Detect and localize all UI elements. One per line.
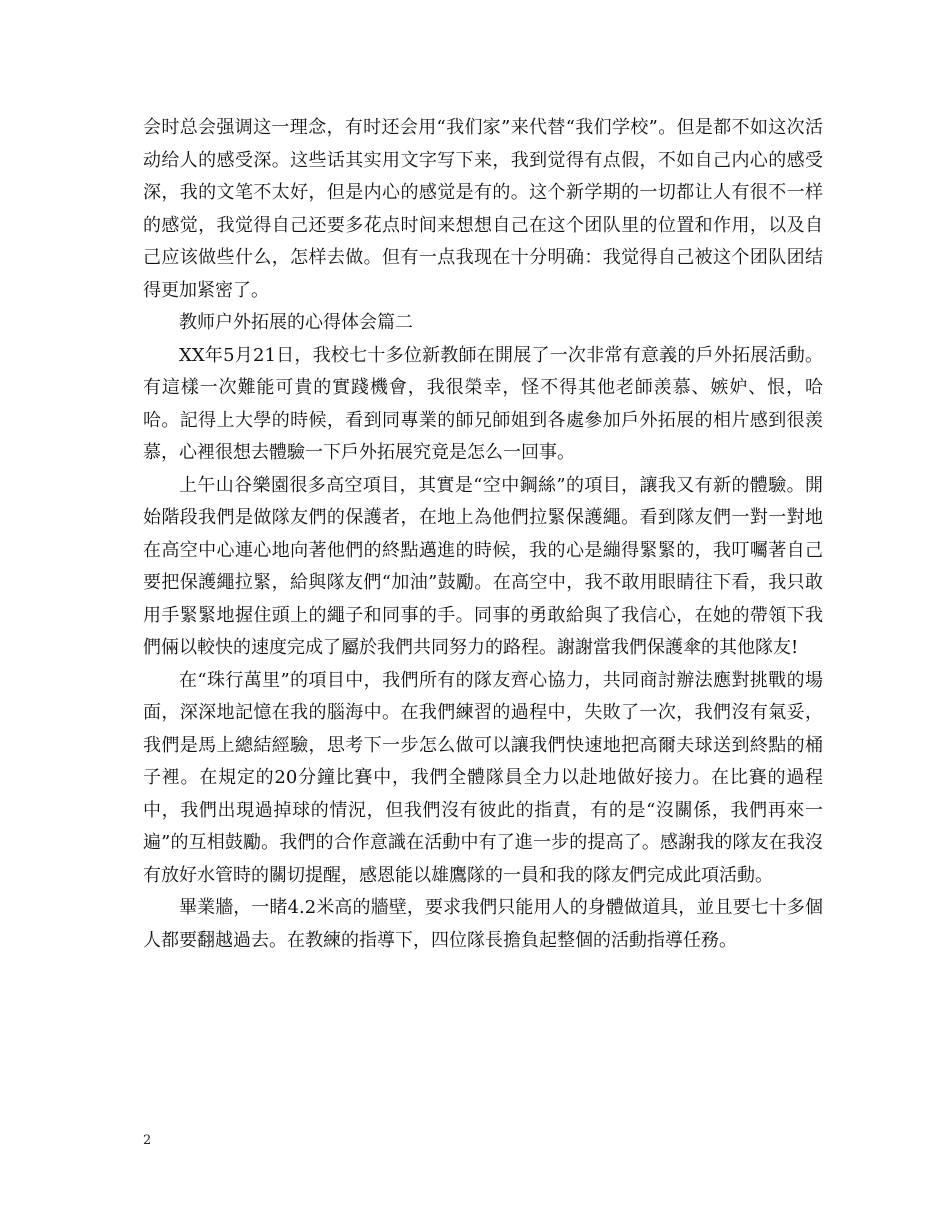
document-body xyxy=(143,112,823,957)
paragraph: 上午山谷樂園很多高空項目，其實是“空中鋼絲”的項目，讓我又有新的體驗。開始階段我們是做隊友們的保護者，在地上為他們拉緊保護繩。看到隊友們一對一對地在高空中心連心地向著他們的終點邁進的時候，我的心是繃得緊緊的，我叮囑著自己要把保護繩拉緊，給與隊友們“加油”鼓勵。在高空中，我不敢用眼睛往下看，我只敢用手緊緊地握住頭上的繩子和同事的手。同事的勇敢給與了我信心，在她的帶領下我們倆以較快的速度完成了屬於我們共同努力的路程。謝謝當我們保護傘的其他隊友! xyxy=(143,474,823,658)
page-number: 2 xyxy=(143,1133,152,1148)
paragraph: 在“珠行萬里”的項目中，我們所有的隊友齊心協力，共同商討辦法應對挑戰的場面，深深地記憶在我的腦海中。在我們練習的過程中，失敗了一次，我們沒有氣妥，我們是馬上總結經驗，思考下一步怎么做可以讓我們快速地把高爾夫球送到終點的桶子裡。在規定的20分鐘比賽中，我們全體隊員全力以赴地做好接力。在比賽的過程中，我們出現過掉球的情況，但我們沒有彼此的指責，有的是“沒關係，我們再來一遍”的互相鼓勵。我們的合作意識在活動中有了進一步的提高了。感謝我的隊友在我沒有放好水管時的關切提醒，感恩能以雄鷹隊的一員和我的隊友們完成此項活動。 xyxy=(143,669,823,886)
paragraph: XX年5月21日，我校七十多位新教師在開展了一次非常有意義的戶外拓展活動。有這樣一次難能可貴的實踐機會，我很榮幸，怪不得其他老師羡慕、嫉妒、恨，哈哈。記得上大學的時候，看到同專業的師兄師姐到各處參加戶外拓展的相片感到很羡慕，心裡很想去體驗一下戶外拓展究竟是怎么一回事。 xyxy=(143,344,823,463)
section-heading: 教师户外拓展的心得体会篇二 xyxy=(179,312,413,333)
paragraph-continuation: 会时总会强调这一理念，有时还会用“我们家”来代替“我们学校”。但是都不如这次活动给人的感受深。这些话其实用文字写下来，我到觉得有点假，不如自己内心的感受深，我的文笔不太好，但是内心的感觉是有的。这个新学期的一切都让人有很不一样的感觉，我觉得自己还要多花点时间来想想自己在这个团队里的位置和作用，以及自己应该做些什么，怎样去做。但有一点我现在十分明确：我觉得自己被这个团队团结得更加紧密了。 xyxy=(143,117,823,301)
paragraph: 畢業牆，一睹4.2米高的牆壁，要求我們只能用人的身體做道具，並且要七十多個人都要翻越過去。在教練的指導下，四位隊長擔負起整個的活動指導任務。 xyxy=(143,897,823,951)
